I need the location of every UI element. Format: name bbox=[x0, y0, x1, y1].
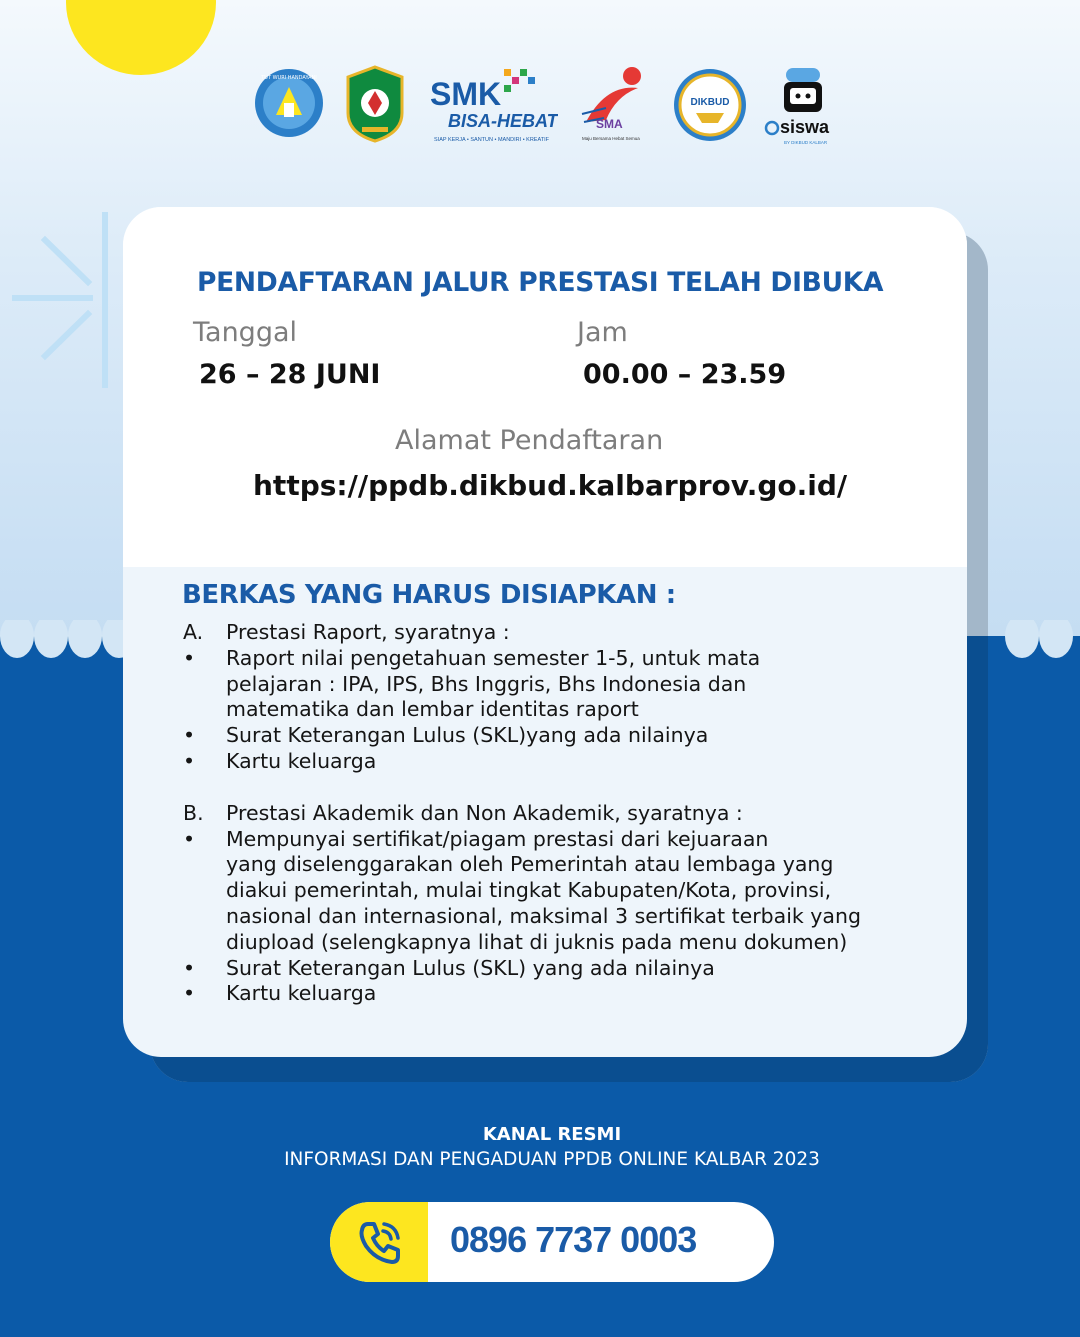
svg-text:SIAP KERJA • SANTUN • MANDIRI: SIAP KERJA • SANTUN • MANDIRI • KREATIF bbox=[434, 137, 549, 143]
list-item bbox=[183, 723, 943, 749]
list-item-text: Mempunyai sertifikat/piagam prestasi dari kejuaraan yang diselenggarakan oleh Pemerintah atau lembaga yang diakui pemerintah, mulai tingkat Kabupaten/Kota, provinsi, nasional dan internasional, maksimal 3 sertifikat terbaik yang diupload (selengkapnya lihat di juknis pada menu dokumen) bbox=[226, 826, 861, 954]
list-item-text: Raport nilai pengetahuan semester 1-5, untuk mata pelajaran : IPA, IPS, Bhs Inggris, Bhs Indonesia dan matematika dan lembar identitas raport bbox=[226, 645, 761, 722]
svg-text:SMK: SMK bbox=[430, 76, 502, 112]
bullet: • bbox=[183, 748, 196, 773]
time-label: Jam bbox=[577, 317, 628, 348]
requirements-title: BERKAS YANG HARUS DISIAPKAN : bbox=[182, 580, 676, 610]
list-item bbox=[183, 981, 943, 1007]
list-item bbox=[183, 646, 943, 723]
requirements-list bbox=[183, 620, 943, 1007]
bullet: • bbox=[183, 826, 196, 851]
svg-text:TUT WURI HANDAYANI: TUT WURI HANDAYANI bbox=[261, 75, 317, 81]
channel-subtitle: INFORMASI DAN PENGADUAN PPDB ONLINE KALBAR 2023 bbox=[284, 1149, 820, 1170]
sma-logo bbox=[576, 64, 650, 144]
date-value: 26 – 28 JUNI bbox=[199, 359, 381, 390]
address-label: Alamat Pendaftaran bbox=[395, 425, 664, 456]
section-a-marker: A. bbox=[183, 620, 204, 644]
smk-bisa-hebat-logo bbox=[428, 67, 558, 147]
date-label: Tanggal bbox=[193, 317, 298, 348]
card-headline: PENDAFTARAN JALUR PRESTASI TELAH DIBUKA bbox=[197, 267, 884, 298]
list-item-text: Surat Keterangan Lulus (SKL) yang ada nilainya bbox=[226, 955, 715, 980]
registration-url-link[interactable]: https://ppdb.dikbud.kalbarprov.go.id/ bbox=[253, 469, 848, 502]
section-a-title: Prestasi Raport, syaratnya : bbox=[226, 620, 510, 644]
list-item-text: Kartu keluarga bbox=[226, 981, 377, 1006]
time-value: 00.00 – 23.59 bbox=[583, 359, 787, 390]
section-b-title: Prestasi Akademik dan Non Akademik, syaratnya : bbox=[226, 800, 743, 825]
phone-contact-button[interactable] bbox=[330, 1202, 774, 1282]
bullet: • bbox=[183, 955, 196, 980]
dikbud-logo bbox=[672, 67, 748, 143]
section-b-heading bbox=[183, 801, 943, 827]
phone-icon-badge bbox=[330, 1202, 428, 1282]
list-item-text: Surat Keterangan Lulus (SKL)yang ada nilainya bbox=[226, 723, 709, 748]
esiswa-logo bbox=[762, 64, 846, 150]
svg-text:BISA-HEBAT: BISA-HEBAT bbox=[448, 111, 558, 131]
svg-text:SMA: SMA bbox=[596, 117, 623, 131]
channel-title: KANAL RESMI bbox=[482, 1124, 622, 1145]
list-item bbox=[183, 956, 943, 982]
section-b-marker: B. bbox=[183, 800, 204, 825]
list-item bbox=[183, 749, 943, 775]
bullet: • bbox=[183, 723, 196, 748]
info-card bbox=[123, 207, 967, 1057]
official-channel bbox=[0, 1124, 1080, 1170]
svg-text:siswa: siswa bbox=[780, 117, 830, 137]
list-item bbox=[183, 827, 943, 956]
partner-logos bbox=[250, 62, 850, 152]
tut-wuri-handayani-logo bbox=[254, 67, 324, 139]
list-item-text: Kartu keluarga bbox=[226, 748, 377, 773]
bullet: • bbox=[183, 981, 196, 1006]
kalbar-province-emblem-logo bbox=[344, 65, 406, 143]
phone-icon bbox=[354, 1216, 406, 1268]
sun-rays-decoration bbox=[10, 210, 120, 390]
svg-text:DIKBUD: DIKBUD bbox=[690, 97, 730, 108]
svg-text:Maju Bersama Hebat Semua: Maju Bersama Hebat Semua bbox=[582, 136, 640, 141]
bullet: • bbox=[183, 645, 196, 670]
phone-number: 0896 7737 0003 bbox=[450, 1219, 697, 1260]
section-a-heading bbox=[183, 620, 943, 646]
svg-text:BY DIKBUD KALBAR: BY DIKBUD KALBAR bbox=[784, 140, 828, 145]
